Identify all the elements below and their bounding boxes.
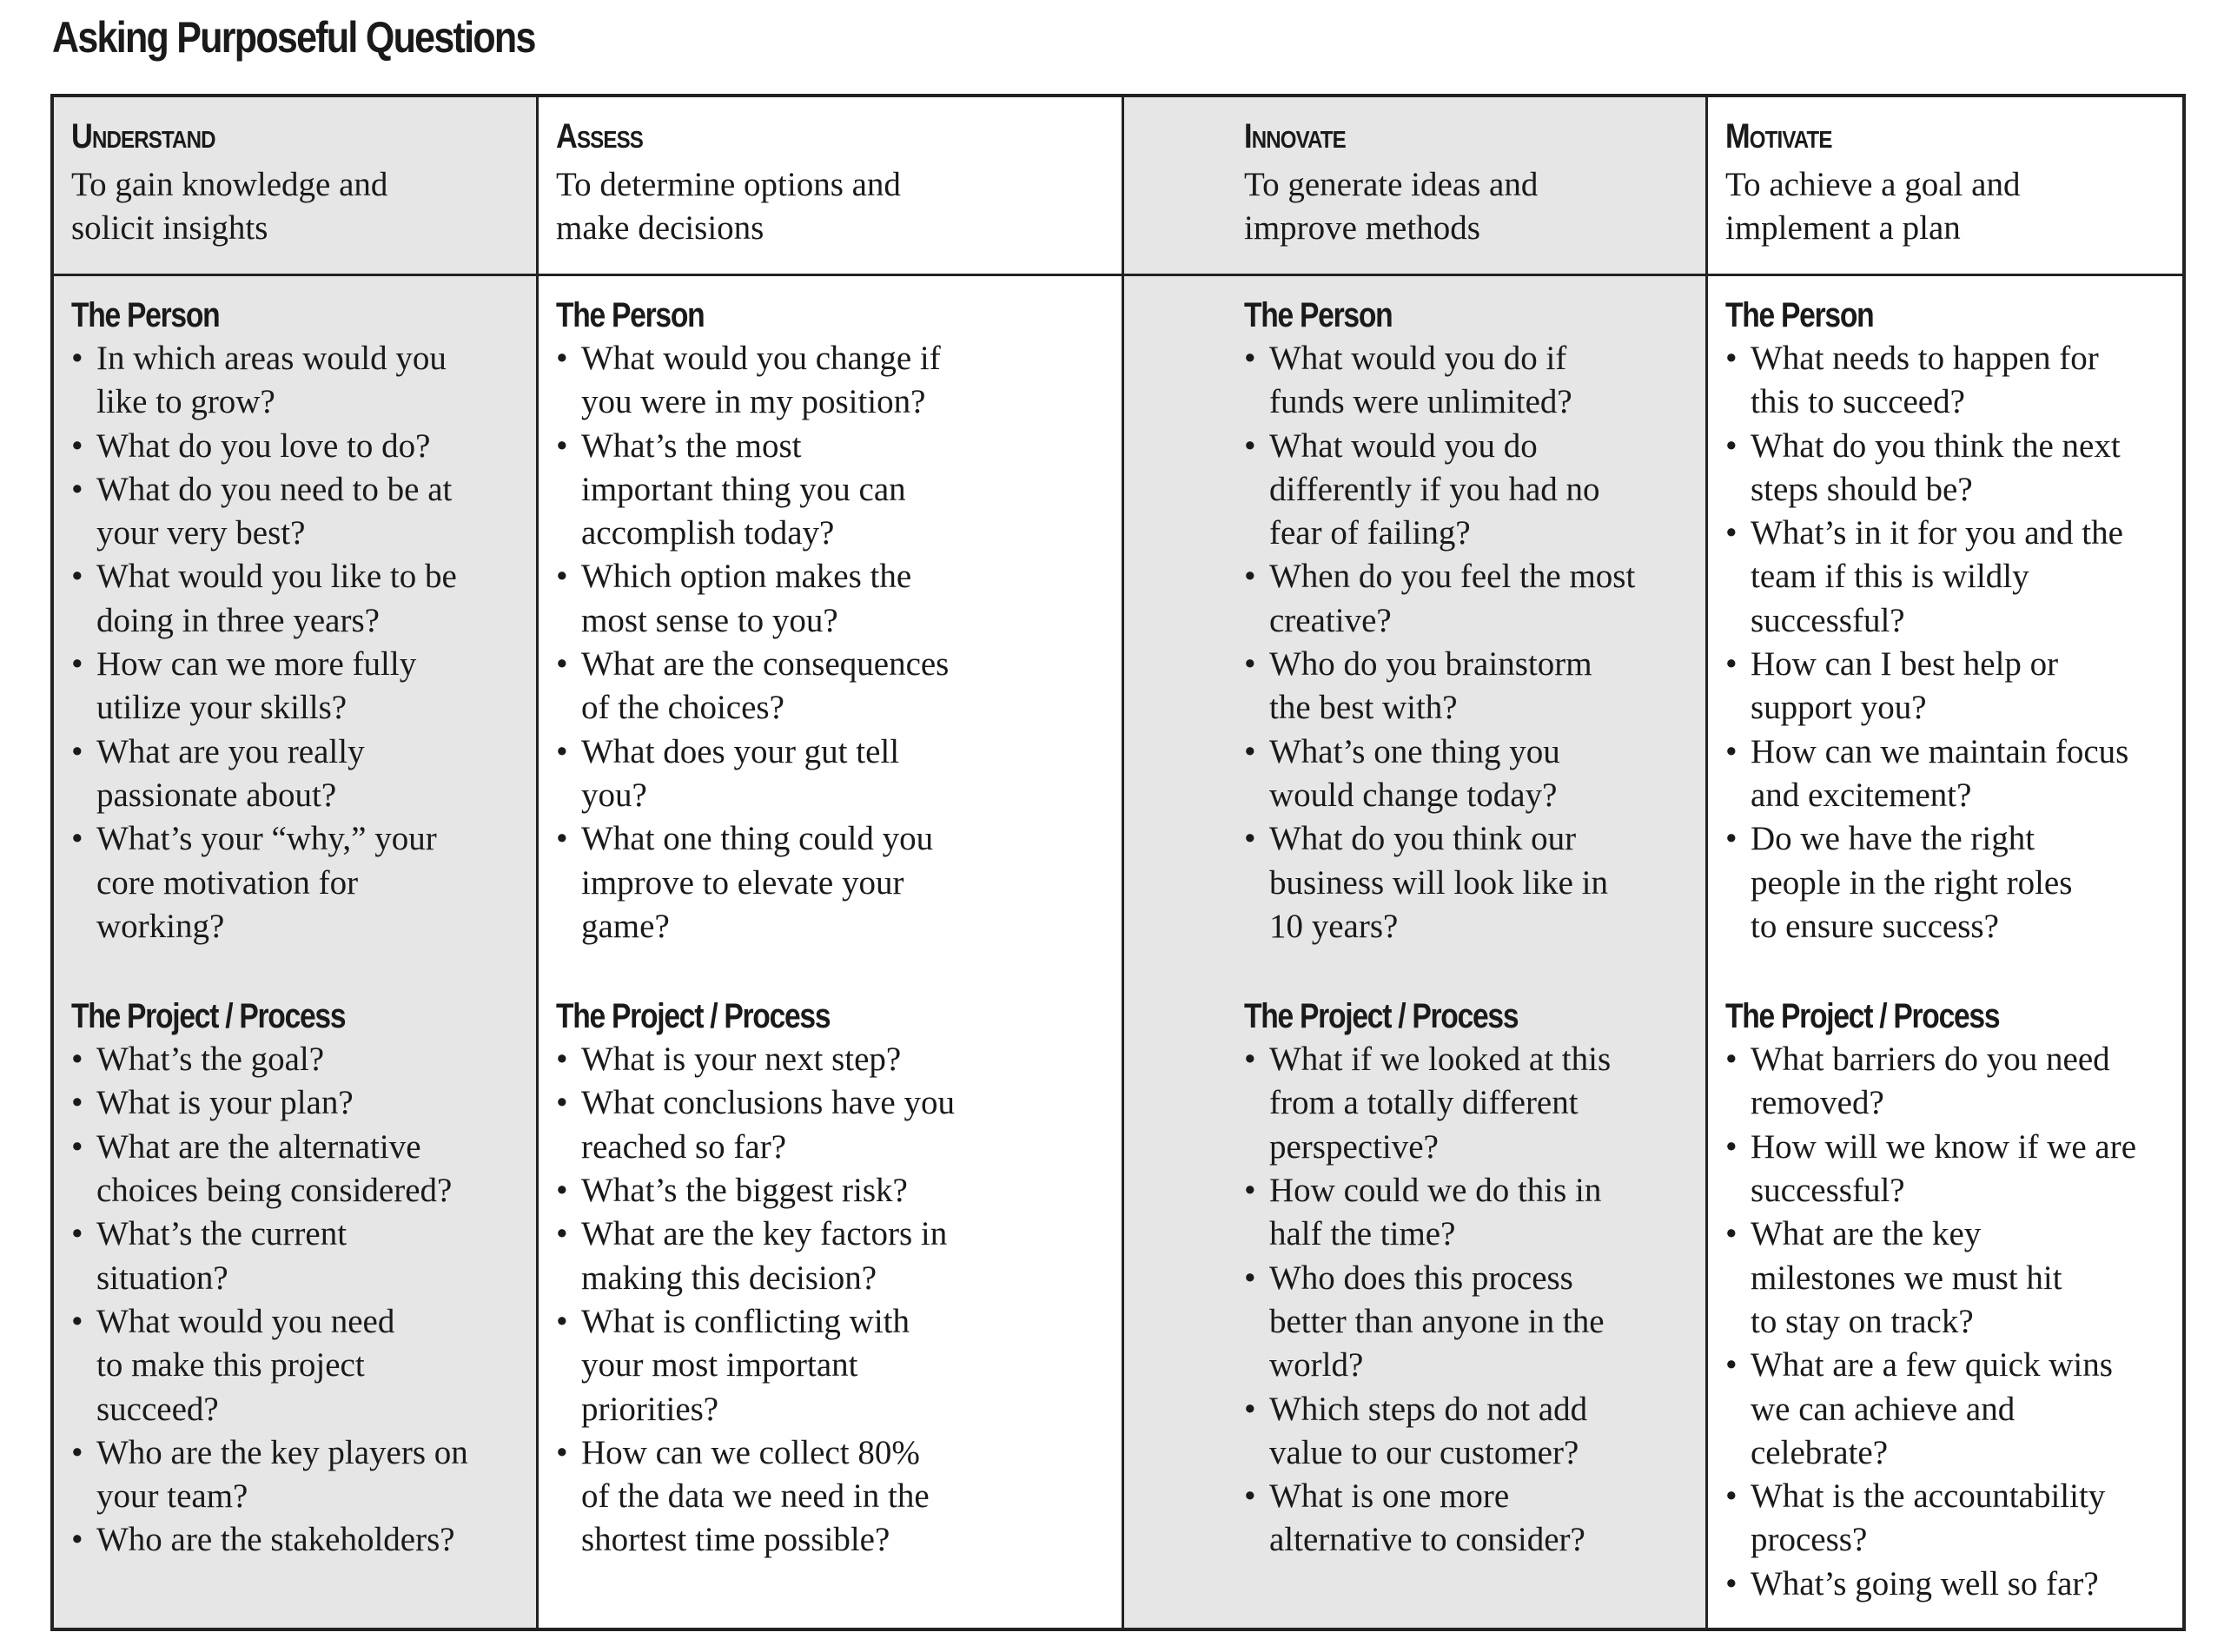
column-body [1124,276,1705,1563]
question-list-project [1244,1038,1705,1563]
question-item: • What’s the goal? [71,1038,536,1081]
question-item: • Do we have the right people in the right roles to ensure success? [1725,817,2182,948]
question-item: • What are the key factors in making this decision? [556,1213,1122,1300]
column-header [54,97,536,276]
column-title: Innovate [1244,117,1346,155]
question-item: • What is one more alternative to consider? [1244,1475,1705,1563]
question-item: • What are a few quick wins we can achieve and celebrate? [1725,1344,2182,1475]
question-item: • When do you feel the most creative? [1244,555,1705,643]
question-item: • Who are the stakeholders? [71,1518,536,1562]
question-item: • What’s your “why,” your core motivation for working? [71,817,536,948]
column-purpose: To determine options and make decisions [556,166,901,247]
question-list-project [556,1038,1122,1563]
question-list-person [1725,337,2182,948]
question-item: • What would you do differently if you had no fear of failing? [1244,425,1705,556]
question-item: • What would you need to make this project succeed? [71,1300,536,1431]
question-list-person [71,337,536,948]
question-item: • What conclusions have you reached so far? [556,1081,1122,1169]
question-item: • What is the accountability process? [1725,1475,2182,1563]
question-item: • How will we know if we are successful? [1725,1126,2182,1213]
question-item: • What do you think our business will look like in 10 years? [1244,817,1705,948]
question-item: • What are the alternative choices being considered? [71,1126,536,1213]
question-item: • What are the consequences of the choices? [556,643,1122,730]
question-list-person [1244,337,1705,948]
section-title-person: The Person [1725,296,1874,334]
column-title: Motivate [1725,117,1832,155]
question-item: • What’s in it for you and the team if this is wildly successful? [1725,512,2182,643]
column-purpose: To generate ideas and improve methods [1244,166,1539,247]
column-body [1708,276,2182,1606]
question-item: • What would you like to be doing in three years? [71,555,536,643]
section-title-project: The Project / Process [556,997,831,1036]
question-list-project [1725,1038,2182,1606]
question-item: • What’s going well so far? [1725,1563,2182,1606]
column-assess [539,97,1124,1628]
section-title-project: The Project / Process [1725,997,2000,1036]
column-understand [54,97,539,1628]
question-item: • What’s one thing you would change today? [1244,730,1705,818]
question-item: • Which option makes the most sense to you? [556,555,1122,643]
question-item: • What are the key milestones we must hit to stay on track? [1725,1213,2182,1344]
question-item: • How can we maintain focus and excitement? [1725,730,2182,818]
question-item: • What’s the biggest risk? [556,1169,1122,1213]
question-item: • Which steps do not add value to our customer? [1244,1388,1705,1476]
section-title-project: The Project / Process [71,997,346,1036]
question-item: • Who are the key players on your team? [71,1431,536,1519]
questions-table [50,94,2186,1631]
question-item: • How can I best help or support you? [1725,643,2182,730]
question-item: • What’s the current situation? [71,1213,536,1300]
question-item: • How can we collect 80% of the data we need in the shortest time possible? [556,1431,1122,1563]
question-item: • How can we more fully utilize your skills? [71,643,536,730]
column-purpose: To gain knowledge and solicit insights [71,166,388,247]
column-title: Understand [71,117,215,155]
question-item: • What is your plan? [71,1081,536,1125]
section-title-project: The Project / Process [1244,997,1519,1036]
question-item: • What do you love to do? [71,425,536,468]
column-header [1124,97,1705,276]
question-item: • How could we do this in half the time? [1244,1169,1705,1257]
question-item: • In which areas would you like to grow? [71,337,536,425]
column-purpose: To achieve a goal and implement a plan [1725,166,2021,247]
column-title: Assess [556,117,643,155]
column-motivate [1708,97,2182,1628]
question-item: • What if we looked at this from a totally different perspective? [1244,1038,1705,1169]
question-item: • What do you need to be at your very best? [71,468,536,556]
question-item: • Who does this process better than anyone in the world? [1244,1257,1705,1388]
question-item: • What barriers do you need removed? [1725,1038,2182,1126]
column-body [539,276,1122,1563]
column-body [54,276,536,1563]
column-innovate [1124,97,1708,1628]
question-item: • What are you really passionate about? [71,730,536,818]
question-item: • What do you think the next steps should be? [1725,425,2182,512]
question-item: • What one thing could you improve to elevate your game? [556,817,1122,948]
question-item: • What does your gut tell you? [556,730,1122,818]
question-list-project [71,1038,536,1563]
column-header [539,97,1122,276]
column-header [1708,97,2182,276]
section-title-person: The Person [71,296,220,334]
question-item: • What needs to happen for this to succeed? [1725,337,2182,425]
question-list-person [556,337,1122,948]
question-item: • What would you do if funds were unlimited? [1244,337,1705,425]
section-title-person: The Person [556,296,705,334]
question-item: • What would you change if you were in my position? [556,337,1122,425]
question-item: • What is conflicting with your most important priorities? [556,1300,1122,1431]
question-item: • What is your next step? [556,1038,1122,1081]
question-item: • What’s the most important thing you can accomplish today? [556,425,1122,556]
section-title-person: The Person [1244,296,1393,334]
question-item: • Who do you brainstorm the best with? [1244,643,1705,730]
page-title: Asking Purposeful Questions [52,13,535,62]
